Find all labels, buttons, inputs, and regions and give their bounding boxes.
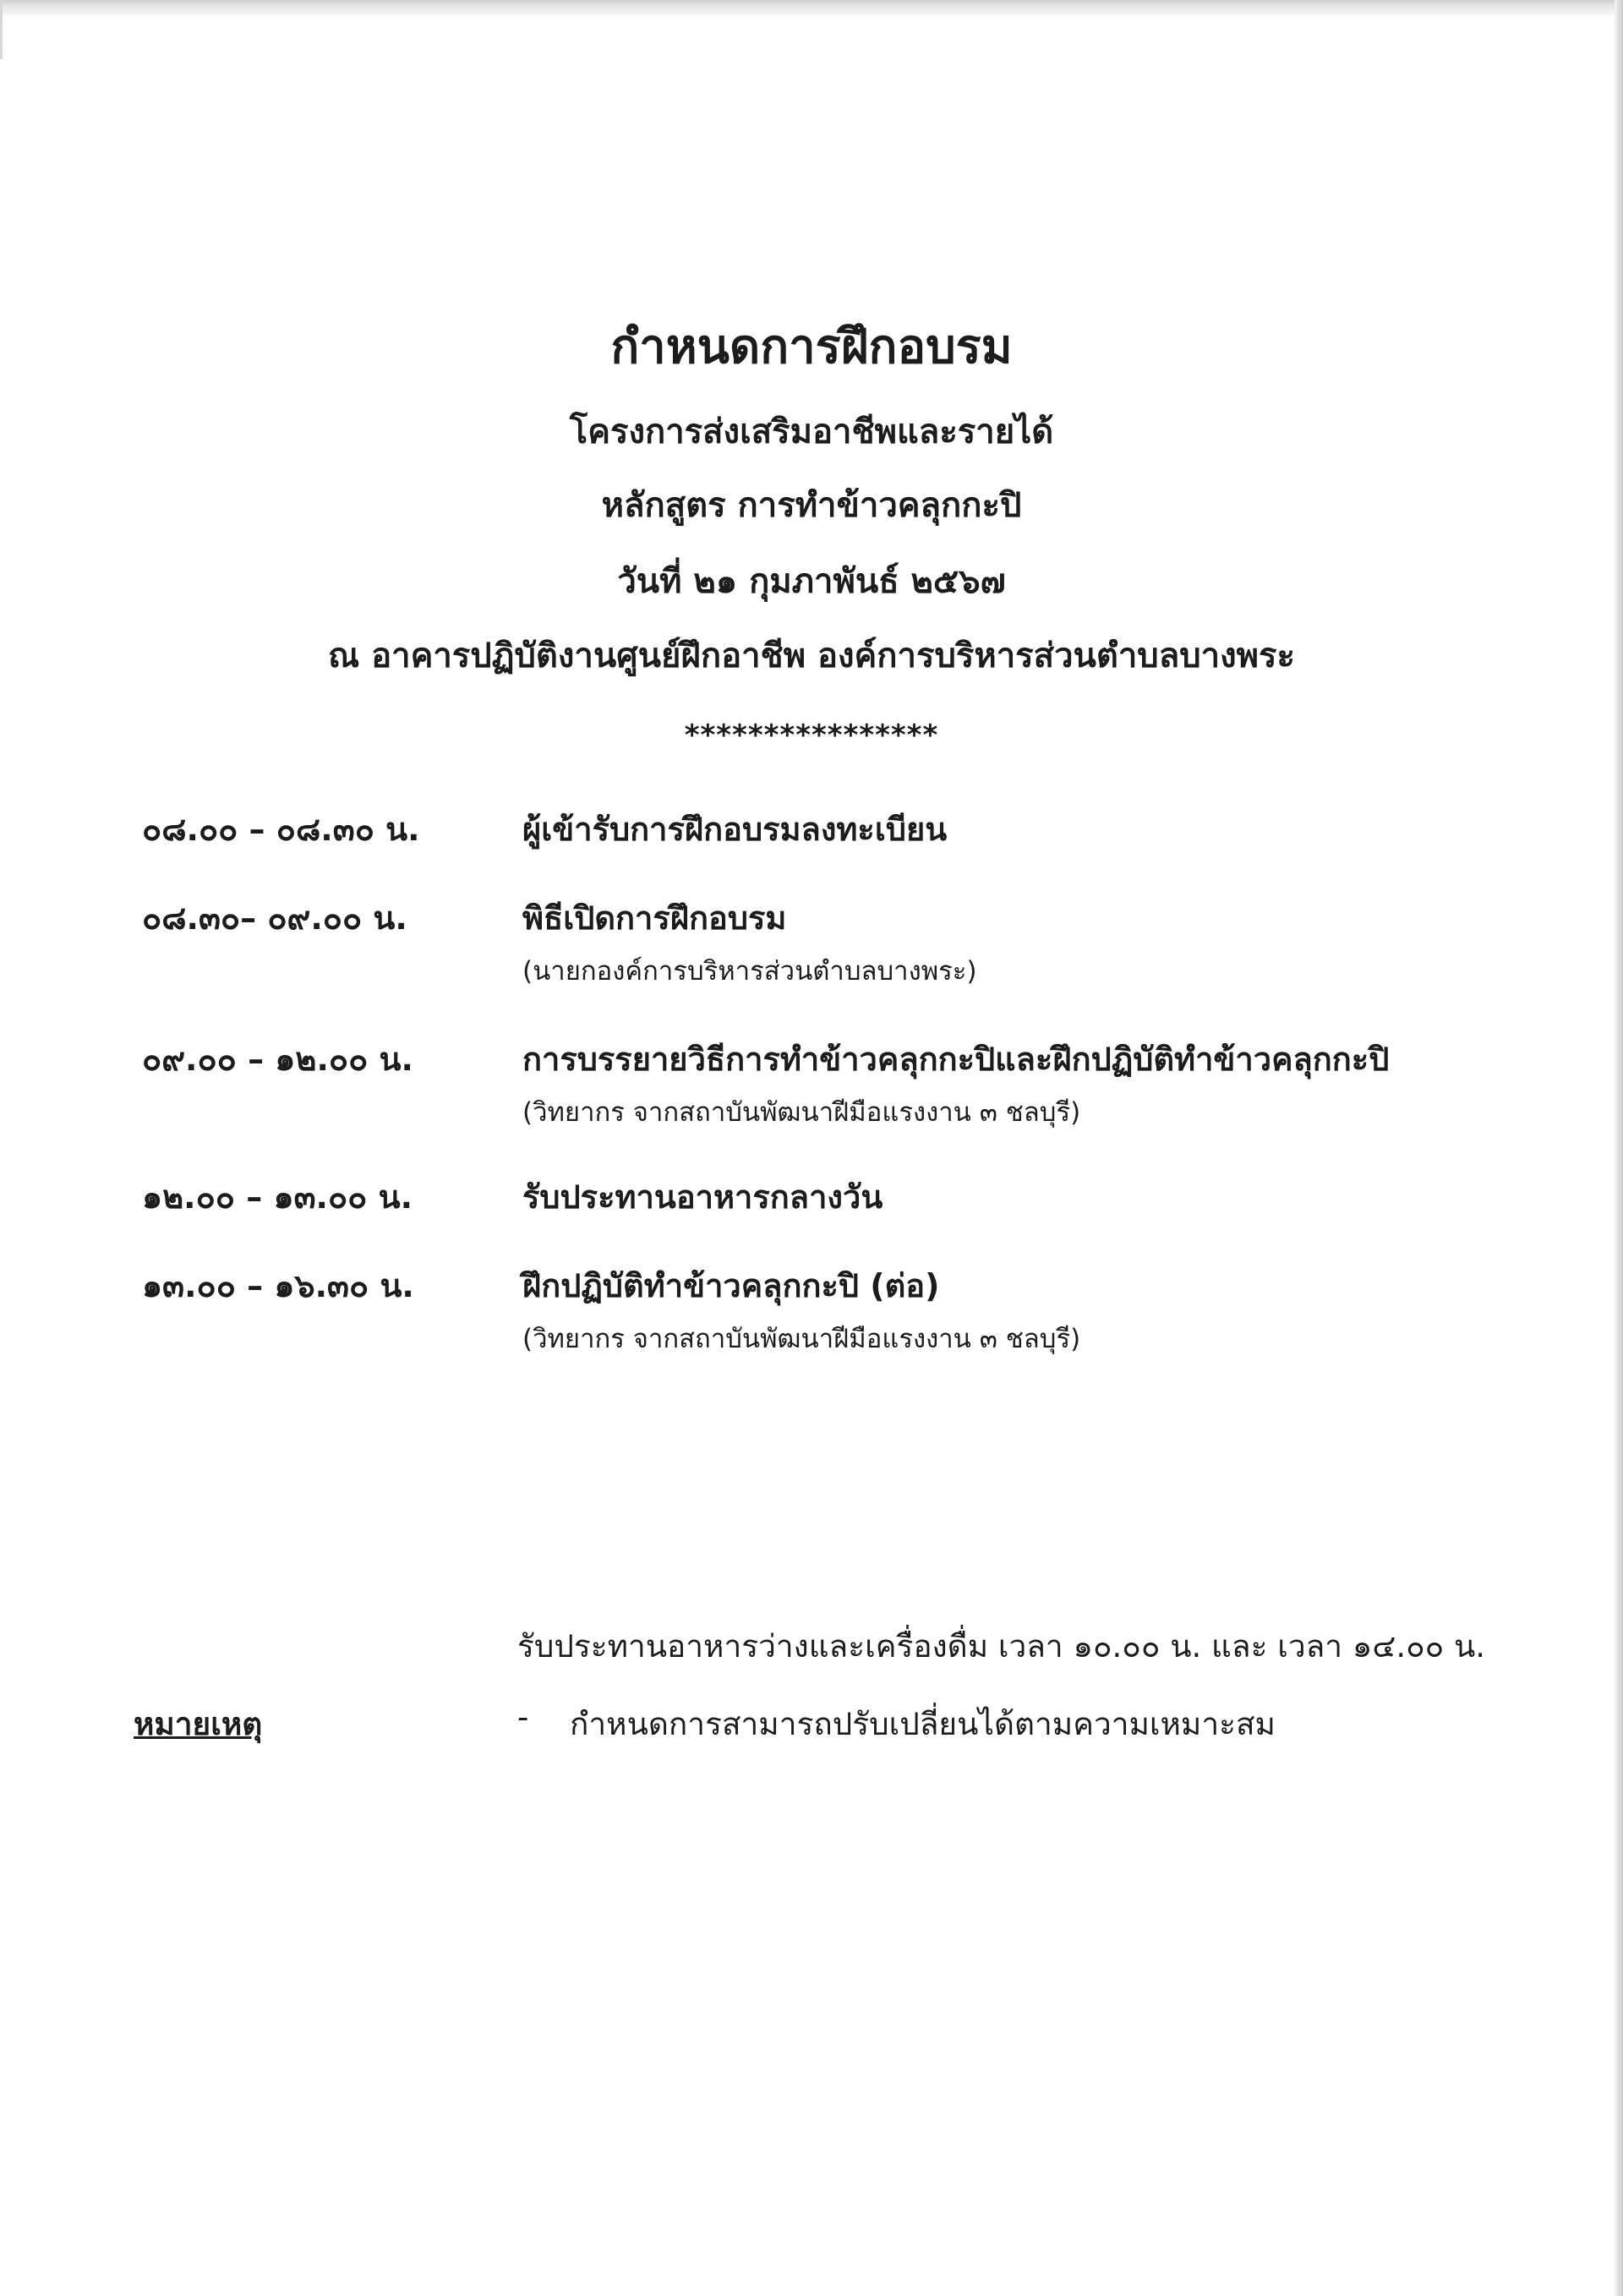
- scan-edge-top: [0, 0, 1623, 15]
- event-date: วันที่ ๒๑ กุมภาพันธ์ ๒๕๖๗: [617, 562, 1006, 601]
- schedule-time: ๑๒.๐๐ – ๑๓.๐๐ น.: [142, 1178, 413, 1216]
- schedule-note: (วิทยากร จากสถาบันพัฒนาฝีมือแรงงาน ๓ ชลบุรี): [522, 1097, 1081, 1128]
- schedule-activity: ผู้เข้ารับการฝึกอบรมลงทะเบียน: [522, 811, 948, 848]
- schedule-time: ๑๓.๐๐ – ๑๖.๓๐ น.: [142, 1267, 414, 1304]
- course-name: หลักสูตร การทำข้าวคลุกกะปิ: [601, 486, 1022, 525]
- schedule-note: (วิทยากร จากสถาบันพัฒนาฝีมือแรงงาน ๓ ชลบุรี): [522, 1324, 1081, 1354]
- schedule-note: (นายกองค์การบริหารส่วนตำบลบางพระ): [522, 956, 977, 987]
- schedule-activity: การบรรยายวิธีการทำข้าวคลุกกะปิและฝึกปฏิบัติทำข้าวคลุกกะปิ: [522, 1041, 1390, 1078]
- schedule-activity: รับประทานอาหารกลางวัน: [522, 1178, 883, 1216]
- separator-stars: ****************: [684, 719, 939, 752]
- event-venue: ณ อาคารปฏิบัติงานศูนย์ฝึกอาชีพ องค์การบริหารส่วนตำบลบางพระ: [328, 637, 1295, 675]
- schedule-activity: ฝึกปฏิบัติทำข้าวคลุกกะปิ (ต่อ): [522, 1267, 940, 1304]
- schedule-time: ๐๘.๐๐ – ๐๘.๓๐ น.: [142, 811, 420, 848]
- snack-schedule-line: รับประทานอาหารว่างและเครื่องดื่ม เวลา ๑๐.๐๐ น. และ เวลา ๑๔.๐๐ น.: [517, 1628, 1486, 1665]
- remark-bullet: -: [517, 1699, 529, 1736]
- schedule-time: ๐๘.๓๐– ๐๙.๐๐ น.: [142, 899, 407, 937]
- schedule-time: ๐๙.๐๐ – ๑๒.๐๐ น.: [142, 1041, 413, 1078]
- scan-edge-left: [0, 0, 3, 59]
- document-title: กำหนดการฝึกอบรม: [610, 320, 1013, 374]
- schedule-activity: พิธีเปิดการฝึกอบรม: [522, 899, 787, 937]
- project-name: โครงการส่งเสริมอาชีพและรายได้: [569, 413, 1054, 451]
- remark-text: กำหนดการสามารถปรับเปลี่ยนได้ตามความเหมาะสม: [570, 1706, 1276, 1742]
- remark-label: หมายเหตุ: [134, 1706, 263, 1742]
